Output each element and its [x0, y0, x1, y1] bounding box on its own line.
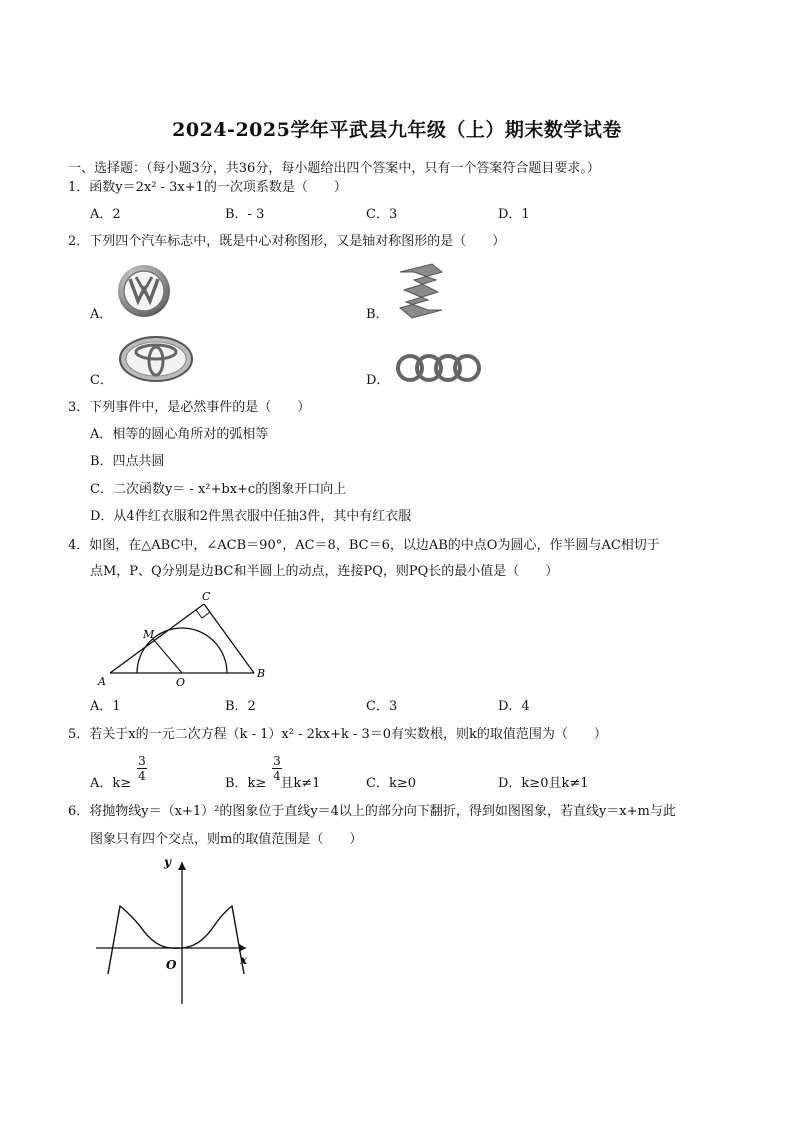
- origin-label: O: [166, 958, 177, 972]
- q1-option-d: D．1: [498, 207, 530, 222]
- q3-option-a: A．相等的圆心角所对的弧相等: [90, 427, 269, 442]
- figure-label-o: O: [176, 676, 186, 689]
- figure-label-b: B: [257, 667, 266, 680]
- q4-option-b: B．2: [225, 699, 256, 714]
- q1-option-a: A．2: [90, 207, 121, 222]
- q4-option-d: D．4: [498, 699, 530, 714]
- q5-option-a: [90, 775, 131, 793]
- question-6-stem-line2: 图象只有四个交点，则m的取值范围是（ ）: [90, 832, 363, 847]
- q1-option-b: B．- 3: [225, 207, 265, 222]
- question-6-stem-line1: 6．将抛物线y＝（x+1）²的图象位于直线y＝4以上的部分向下翻折，得到如图图象，若直线y＝x+m与此: [68, 804, 676, 819]
- fraction-denominator: 4: [273, 769, 281, 783]
- fraction-numerator: 3: [138, 754, 146, 768]
- question-1-stem: 1．函数y＝2x² - 3x+1的一次项系数是（ ）: [68, 180, 347, 195]
- q2-option-a-label: A．: [90, 307, 113, 322]
- fraction-numerator: 3: [273, 754, 281, 768]
- audi-logo: [394, 351, 484, 385]
- q5-option-c: C．k≥0: [366, 776, 416, 791]
- q1-option-c: C．3: [366, 207, 398, 222]
- q5-option-d: D．k≥0且k≠1: [498, 776, 589, 791]
- exam-title: 2024-2025学年平武县九年级（上）期末数学试卷: [172, 119, 622, 141]
- q4-option-c: C．3: [366, 699, 398, 714]
- q3-option-b: B．四点共圆: [90, 454, 165, 469]
- volkswagen-logo: [116, 263, 172, 319]
- q3-option-d: D．从4件红衣服和2件黑衣服中任抽3件，其中有红衣服: [90, 509, 412, 524]
- q5-option-b-fraction: [271, 754, 283, 783]
- q4-option-a: A．1: [90, 699, 121, 714]
- triangle-semicircle-figure: [92, 588, 272, 690]
- fraction-denominator: 4: [138, 769, 146, 783]
- q2-option-d-label: D．: [366, 373, 390, 388]
- suzuki-logo: [392, 262, 452, 320]
- axis-label-x: x: [240, 953, 248, 967]
- question-4-stem-line1: 4．如图，在△ABC中，∠ACB＝90°，AC＝8，BC＝6，以边AB的中点O为圆心，作半圆与AC相切于: [68, 538, 660, 553]
- q5-option-b-suffix: 且k≠1: [280, 776, 321, 791]
- question-5-stem: 5．若关于x的一元二次方程（k - 1）x² - 2kx+k - 3＝0有实数根，则k的取值范围为（ ）: [68, 727, 607, 742]
- q2-option-c-label: C．: [90, 373, 113, 388]
- q5-option-b-prefix: B．k≥: [225, 776, 267, 791]
- question-3-stem: 3．下列事件中，是必然事件的是（ ）: [68, 400, 311, 415]
- q3-option-c: C．二次函数y＝ - x²+bx+c的图象开口向上: [90, 482, 347, 497]
- axis-label-y: y: [164, 855, 171, 869]
- q5-option-a-fraction: [136, 754, 148, 783]
- figure-label-c: C: [202, 590, 211, 603]
- folded-parabola-figure: [94, 854, 260, 1008]
- q5-option-a-prefix: A．k≥: [90, 776, 132, 791]
- figure-label-m: M: [143, 628, 155, 641]
- question-2-stem: 2．下列四个汽车标志中，既是中心对称图形，又是轴对称图形的是（ ）: [68, 234, 506, 249]
- q2-option-b-label: B．: [366, 307, 389, 322]
- toyota-logo: [118, 335, 194, 383]
- question-4-stem-line2: 点M，P、Q分别是边BC和半圆上的动点，连接PQ，则PQ长的最小值是（ ）: [90, 564, 559, 579]
- figure-label-a: A: [98, 675, 106, 688]
- section-heading: 一、选择题：（每小题3分，共36分，每小题给出四个答案中，只有一个答案符合题目要求。）: [68, 161, 600, 176]
